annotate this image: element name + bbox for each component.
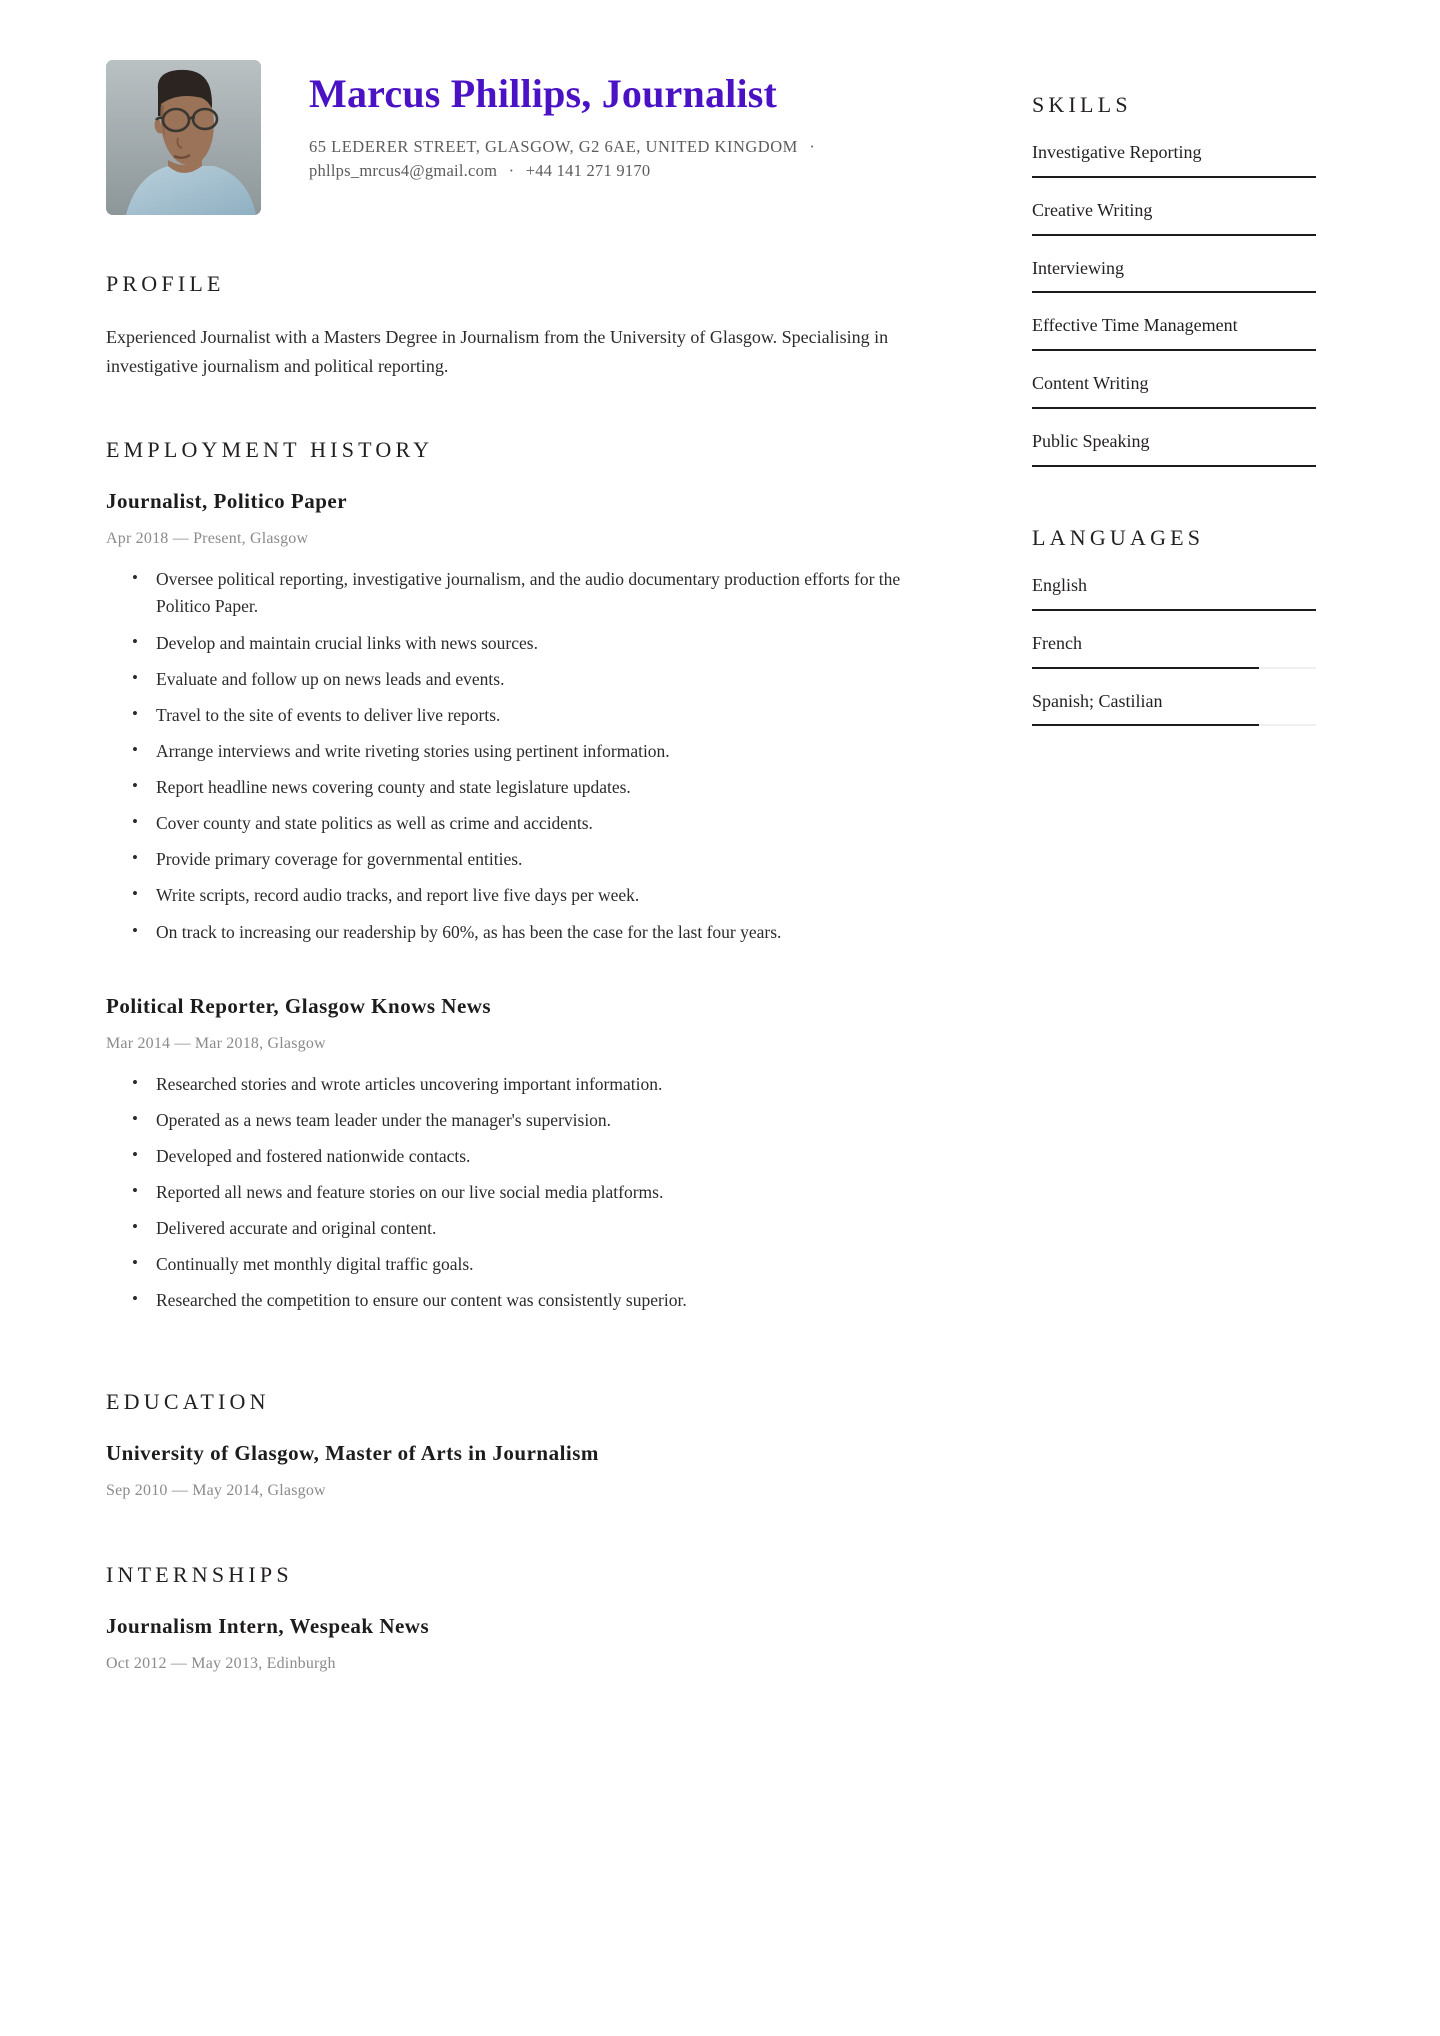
skill-item [1032, 256, 1316, 294]
section-education [106, 1389, 946, 1500]
employment-entry [106, 489, 946, 945]
section-internships [106, 1562, 946, 1673]
skill-label: Interviewing [1032, 257, 1124, 278]
skill-item [1032, 140, 1316, 178]
entry-meta: Sep 2010 — May 2014, Glasgow [106, 1481, 326, 1499]
section-profile [106, 271, 946, 381]
language-item [1032, 631, 1316, 669]
bullet-item: • Researched stories and wrote articles uncovering important information. [154, 1071, 946, 1098]
skill-rating-fill [1032, 407, 1316, 409]
skill-item [1032, 198, 1316, 236]
skill-rating-track [1032, 234, 1316, 236]
header-text [309, 60, 946, 184]
language-rating-track [1032, 609, 1316, 611]
sidebar [986, 60, 1316, 1976]
bullet-item: • Oversee political reporting, investigative journalism, and the audio documentary production efforts for the Politico Paper. [154, 566, 946, 620]
skill-rating-fill [1032, 465, 1316, 467]
skill-rating-fill [1032, 176, 1316, 178]
bullet-item: • Developed and fostered nationwide contacts. [154, 1143, 946, 1170]
bullet-item: • On track to increasing our readership by 60%, as has been the case for the last four years. [154, 919, 946, 946]
profile-heading: PROFILE [106, 271, 225, 296]
bullet-item: • Delivered accurate and original content. [154, 1215, 946, 1242]
language-label: English [1032, 574, 1088, 595]
skills-heading: SKILLS [1032, 92, 1132, 117]
entry-meta: Oct 2012 — May 2013, Edinburgh [106, 1654, 336, 1672]
skill-label: Creative Writing [1032, 199, 1153, 220]
entry-meta: Apr 2018 — Present, Glasgow [106, 530, 309, 548]
language-rating-track [1032, 724, 1316, 726]
bullet-item: • Travel to the site of events to deliver live reports. [154, 702, 946, 729]
languages-heading: LANGUAGES [1032, 524, 1205, 550]
profile-text: Experienced Journalist with a Masters Degree in Journalism from the University of Glasgow. Specialising in investigative journalism and political reporting. [106, 327, 889, 377]
entry-bullets [106, 1071, 946, 1315]
skill-item [1032, 313, 1316, 351]
contact-address-line [309, 135, 946, 159]
language-rating-track [1032, 667, 1316, 669]
entry-meta: Mar 2014 — Mar 2018, Glasgow [106, 1034, 326, 1052]
bullet-item: • Reported all news and feature stories on our live social media platforms. [154, 1179, 946, 1206]
language-rating-fill [1032, 609, 1316, 611]
bullet-item: • Cover county and state politics as well as crime and accidents. [154, 810, 946, 837]
email-text[interactable]: phllps_mrcus4@gmail.com [309, 161, 498, 181]
language-item [1032, 573, 1316, 611]
skill-label: Investigative Reporting [1032, 142, 1202, 162]
entry-title: Journalism Intern, Wespeak News [106, 1613, 430, 1638]
skill-rating-track [1032, 291, 1316, 293]
contact-email-phone-line [309, 159, 946, 183]
skill-rating-track [1032, 407, 1316, 409]
language-rating-fill [1032, 667, 1259, 669]
bullet-item: • Arrange interviews and write riveting stories using pertinent information. [154, 738, 946, 765]
bullet-item: • Provide primary coverage for governmental entities. [154, 846, 946, 873]
skill-rating-fill [1032, 291, 1316, 293]
bullet-item: • Operated as a news team leader under the manager's supervision. [154, 1107, 946, 1134]
language-rating-fill [1032, 724, 1259, 726]
language-label: French [1032, 632, 1082, 653]
skill-label: Content Writing [1032, 373, 1149, 394]
contact-separator: · [508, 161, 515, 181]
entry-title: Political Reporter, Glasgow Knows News [106, 993, 492, 1018]
skill-item [1032, 429, 1316, 467]
page-title: Marcus Phillips, Journalist [309, 71, 778, 116]
education-heading: EDUCATION [106, 1388, 270, 1414]
bullet-item: • Develop and maintain crucial links with news sources. [154, 630, 946, 657]
section-employment [106, 437, 946, 1314]
entry-title: University of Glasgow, Master of Arts in Journalism [106, 1440, 599, 1465]
employment-entry [106, 994, 946, 1315]
sidebar-languages [1032, 525, 1316, 726]
internship-entry [106, 1614, 946, 1673]
skill-label: Effective Time Management [1032, 315, 1238, 336]
phone-text[interactable]: +44 141 271 9170 [525, 161, 651, 181]
bullet-item: • Evaluate and follow up on news leads and events. [154, 666, 946, 693]
internships-heading: INTERNSHIPS [106, 1561, 293, 1587]
skill-rating-track [1032, 176, 1316, 178]
language-item [1032, 689, 1316, 727]
sidebar-skills [1032, 92, 1316, 467]
address-text: 65 LEDERER STREET, GLASGOW, G2 6AE, UNITED KINGDOM [309, 136, 798, 156]
resume-header [106, 60, 946, 215]
employment-heading: EMPLOYMENT HISTORY [106, 437, 434, 463]
avatar [106, 60, 261, 215]
skill-rating-track [1032, 465, 1316, 467]
education-entry [106, 1441, 946, 1500]
skill-label: Public Speaking [1032, 431, 1150, 452]
skill-rating-fill [1032, 234, 1316, 236]
language-label: Spanish; Castilian [1032, 690, 1163, 711]
bullet-item: • Continually met monthly digital traffic goals. [154, 1251, 946, 1278]
bullet-item: • Write scripts, record audio tracks, and report live five days per week. [154, 882, 946, 909]
address-separator: · [809, 136, 816, 156]
skill-rating-track [1032, 349, 1316, 351]
skill-rating-fill [1032, 349, 1316, 351]
entry-title: Journalist, Politico Paper [106, 489, 348, 514]
entry-bullets [106, 566, 946, 945]
bullet-item: • Report headline news covering county and state legislature updates. [154, 774, 946, 801]
skill-item [1032, 371, 1316, 409]
bullet-item: • Researched the competition to ensure our content was consistently superior. [154, 1287, 946, 1314]
main-column [106, 60, 986, 1976]
